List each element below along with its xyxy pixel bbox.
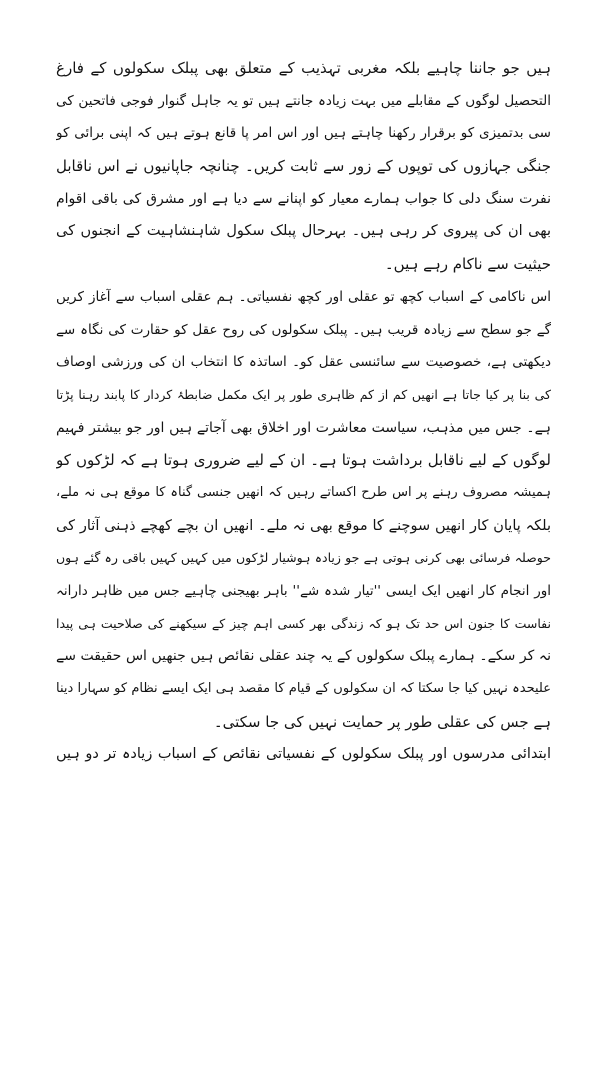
text-line-1: ہیں جو جاننا چاہیے بلکہ مغربی تہذیب کے متعلق بھی پبلک سکولوں کے فارغ: [56, 59, 551, 77]
text-line-11: کی بنا پر کیا جاتا ہے انھیں کم از کم ظاہری طور پر ایک مکمل ضابطۂ کردار کا پابند رہنا پڑتا: [56, 386, 551, 402]
text-line-12: ہے۔ جس میں مذہب، سیاست معاشرت اور اخلاق بھی آجاتے ہیں اور جو بیشتر فہیم: [56, 419, 551, 436]
text-line-14: ہمیشہ مصروف رہنے پر اس طرح اکساتے رہیں کہ انھیں جنسی گناہ کا موقع ہی نہ ملے،: [56, 484, 551, 500]
text-line-5: نفرت سنگ دلی کا جواب ہمارے معیار کو اپنانے سے دیا ہے اور مشرق کی باقی اقوام: [56, 190, 551, 207]
text-line-16: حوصلہ فرسائی بھی کرنی ہوتی ہے جو زیادہ ہوشیار لڑکوں میں کہیں کہیں باقی رہ گئے ہوں: [56, 550, 551, 566]
text-line-22: ابتدائی مدرسوں اور پبلک سکولوں کے نفسیاتی نقائص کے اسباب زیادہ تر دو ہیں: [56, 746, 551, 763]
text-line-13: لوگوں کے لیے ناقابل برداشت ہوتا ہے۔ ان کے لیے ضروری ہوتا ہے کہ لڑکوں کو: [56, 451, 551, 470]
text-line-15: بلکہ پایان کار انھیں سوچنے کا موقع بھی نہ ملے۔ انھیں ان بچے کھچے ذہنی آثار کی: [56, 517, 551, 534]
text-line-6: بھی ان کی پیروی کر رہی ہیں۔ بہرحال پبلک سکول شاہنشاہیت کے انجنوں کی: [56, 223, 551, 240]
text-line-17: اور انجام کار انھیں ایک ایسی ''تیار شدہ شے'' باہر بھیجنی چاہیے جس میں ظاہر دارانہ: [56, 583, 551, 599]
text-line-2: التحصیل لوگوں کے مقابلے میں بہت زیادہ جانتے ہیں تو یہ جاہل گنوار فوجی فاتحین کی: [56, 92, 551, 109]
text-line-20: علیحدہ نہیں کیا جا سکتا کہ ان سکولوں کے قیام کا مقصد ہی ایک ایسے نظام کو سہارا دینا: [56, 681, 551, 697]
text-line-8: اس ناکامی کے اسباب کچھ تو عقلی اور کچھ نفسیاتی۔ ہم عقلی اسباب سے آغاز کریں: [56, 288, 551, 305]
text-line-10: دیکھتی ہے، خصوصیت سے سائنسی عقل کو۔ اساتذہ کا انتخاب ان کی ورزشی اوصاف: [56, 354, 551, 371]
text-line-9: گے جو سطح سے زیادہ قریب ہیں۔ پبلک سکولوں کی روح عقل کو حقارت کی نگاہ سے: [56, 321, 551, 338]
urdu-text-body: [56, 52, 551, 771]
text-line-7: حیثیت سے ناکام رہے ہیں۔: [384, 255, 551, 274]
text-line-18: نفاست کا جنون اس حد تک ہو کہ زندگی بھر کسی اہم چیز کے سیکھنے کی صلاحیت ہی پیدا: [56, 615, 551, 631]
text-line-3: سی بدتمیزی کو برقرار رکھنا چاہتے ہیں اور اس امر پا قانع ہوتے ہیں کہ اپنی برائی کو: [56, 125, 551, 142]
text-line-4: جنگی جہازوں کی توپوں کے زور سے ثابت کریں۔ چنانچہ جاپانیوں نے اس ناقابل: [56, 157, 551, 176]
text-line-21: ہے جس کی عقلی طور پر حمایت نہیں کی جا سکتی۔: [213, 712, 551, 731]
text-line-19: نہ کر سکے۔ ہمارے پبلک سکولوں کے یہ چند عقلی نقائص ہیں جنھیں اس حقیقت سے: [56, 648, 551, 665]
